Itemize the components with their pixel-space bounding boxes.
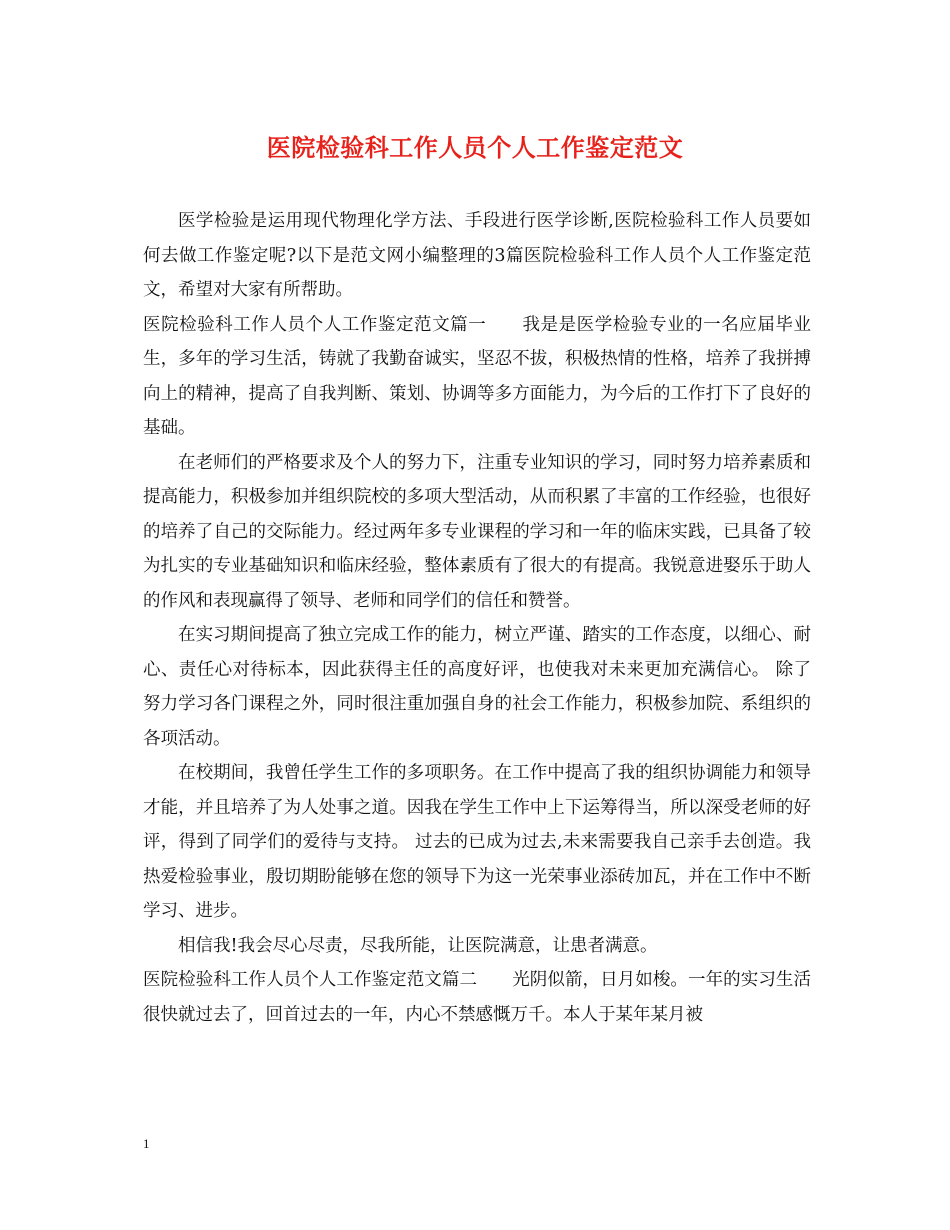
document-title: 医院检验科工作人员个人工作鉴定范文 [266, 133, 684, 162]
paragraph-commitment: 相信我!我会尽心尽责，尽我所能，让医院满意，让患者满意。 [178, 935, 658, 956]
paragraph-study: 在老师们的严格要求及个人的努力下，注重专业知识的学习，同时努力培养素质和提高能力，积极参加并组织院校的多项大型活动，从而积累了丰富的工作经验，也很好的培养了自己的交际能力。经过两年多专业课程的学习和一年的临床实践，已具备了较为扎实的专业基础知识和临床经验，整体素质有了很大的有提高。我锐意进娶乐于助人的作风和表现赢得了领导、老师和同学们的信任和赞誉。 [143, 452, 811, 611]
document-body [143, 204, 811, 1032]
paragraph-section-one-start: 医院检验科工作人员个人工作鉴定范文篇一 我是是医学检验专业的一名应届毕业生，多年的学习生活，铸就了我勤奋诚实，坚忍不拔，积极热情的性格，培养了我拼搏向上的精神，提高了自我判断、策划、协调等多方面能力，为今后的工作打下了良好的基础。 [143, 314, 811, 438]
paragraph-intro: 医学检验是运用现代物理化学方法、手段进行医学诊断,医院检验科工作人员要如何去做工作鉴定呢?以下是范文网小编整理的3篇医院检验科工作人员个人工作鉴定范文，希望对大家有所帮助。 [143, 211, 811, 300]
paragraph-campus: 在校期间，我曾任学生工作的多项职务。在工作中提高了我的组织协调能力和领导才能，并且培养了为人处事之道。因我在学生工作中上下运筹得当，所以深受老师的好评，得到了同学们的爱待与支持。 过去的已成为过去,未来需要我自己亲手去创造。我热爱检验事业，殷切期盼能够在您的领导下为这一光荣事业添砖加瓦，并在工作中不断学习、进步。 [143, 763, 811, 921]
paragraph-internship: 在实习期间提高了独立完成工作的能力，树立严谨、踏实的工作态度，以细心、耐心、责任心对待标本，因此获得主任的高度好评，也使我对未来更加充满信心。 除了努力学习各门课程之外，同时很注重加强自身的社会工作能力，积极参加院、系组织的各项活动。 [143, 625, 811, 749]
page-number: 1 [143, 1136, 150, 1151]
paragraph-section-two-start: 医院检验科工作人员个人工作鉴定范文篇二 光阴似箭，日月如梭。一年的实习生活很快就过去了，回首过去的一年，内心不禁感慨万千。本人于某年某月被 [143, 970, 811, 1025]
